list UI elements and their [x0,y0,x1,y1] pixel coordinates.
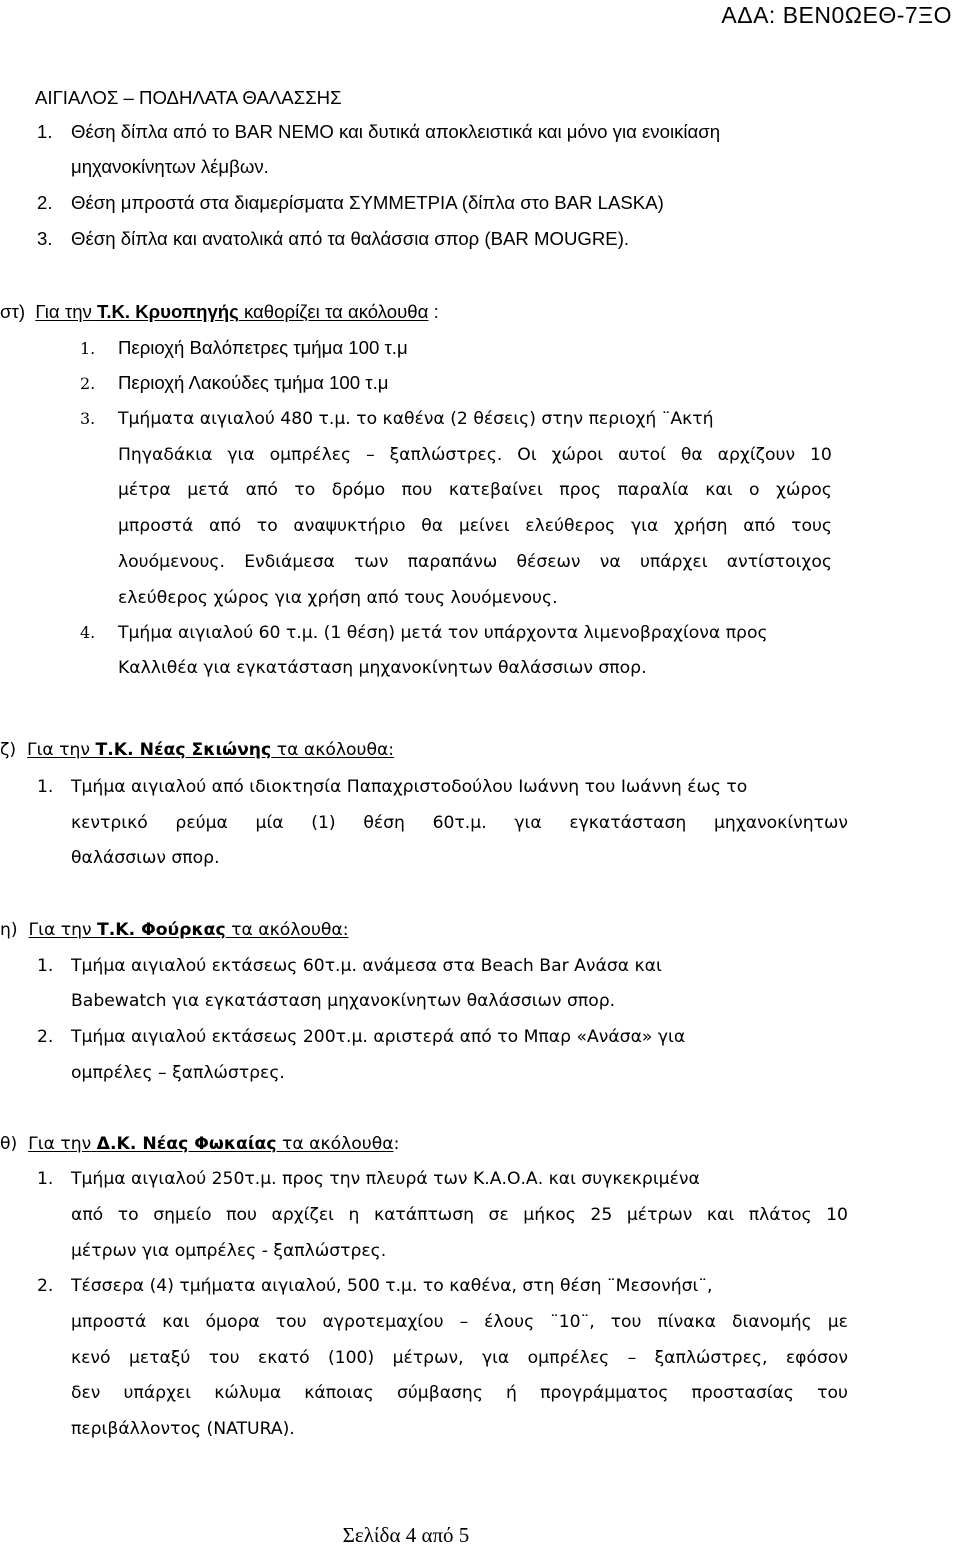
list-item: 1. Θέση δίπλα από το BAR NEMO και δυτικά αποκλειστικά και μόνο για ενοικίαση [37,121,721,142]
list-item-cont: μέτρων για ομπρέλες - ξαπλώστρες. [71,1241,387,1261]
list-item: 1. Τμήμα αιγιαλού από ιδιοκτησία Παπαχριστοδούλου Ιωάννη του Ιωάννη έως το [37,777,748,797]
list-item: 1. Τμήμα αιγιαλού εκτάσεως 60τ.μ. ανάμεσα στα Beach Bar Ανάσα και [37,956,662,976]
list-item: 3. Θέση δίπλα και ανατολικά από τα θαλάσσια σπορ (BAR MOUGRE). [37,228,630,249]
list-item-cont: κενό μεταξύ του εκατό (100) μέτρων, για ομπρέλες – ξαπλώστρες, εφόσον [71,1348,848,1368]
list-item: 2. Περιοχή Λακούδες τμήμα 100 τ.μ [80,372,389,393]
ada-code: ΑΔΑ: ΒΕΝ0ΩΕΘ-7ΞΟ [721,2,952,28]
section-heading-th: θ) Για την Δ.Κ. Νέας Φωκαίας τα ακόλουθα: [0,1134,400,1154]
list-item-cont: μπροστά από το αναψυκτήριο θα μείνει ελεύθερος για χρήση από τους [118,516,832,536]
list-item-cont: Babewatch για εγκατάσταση μηχανοκίνητων θαλάσσιων σπορ. [71,991,616,1011]
list-item: 1. Περιοχή Βαλόπετρες τμήμα 100 τ.μ [80,337,408,358]
section-heading-st: στ) Για την Τ.Κ. Κρυοπηγής καθορίζει τα ακόλουθα : [0,301,439,322]
list-item-cont: ελεύθερος χώρος για χρήση από τους λουόμενους. [118,588,558,608]
list-item-cont: Καλλιθέα για εγκατάσταση μηχανοκίνητων θαλάσσιων σπορ. [118,658,647,678]
list-item-cont: μπροστά και όμορα του αγροτεμαχίου – έλους ¨10¨, του πίνακα διανομής με [71,1312,848,1332]
section-title-aigialos: ΑΙΓΙΑΛΟΣ – ΠΟΔΗΛΑΤΑ ΘΑΛΑΣΣΗΣ [35,87,342,108]
section-heading-i: η) Για την Τ.Κ. Φούρκας τα ακόλουθα: [0,920,349,940]
list-item-cont: λουόμενους. Ενδιάμεσα των παραπάνω θέσεων να υπάρχει αντίστοιχος [118,552,832,572]
list-item-cont: δεν υπάρχει κώλυμα κάποιας σύμβασης ή προγράμματος προστασίας του [71,1383,848,1403]
list-item-cont: θαλάσσιων σπορ. [71,848,220,868]
list-item-cont: μέτρα μετά από το δρόμο που κατεβαίνει προς παραλία και ο χώρος [118,480,832,500]
list-item-cont: κεντρικό ρεύμα μία (1) θέση 60τ.μ. για εγκατάσταση μηχανοκίνητων [71,813,848,833]
list-item: 3. Τμήματα αιγιαλού 480 τ.μ. το καθένα (2 θέσεις) στην περιοχή ¨Ακτή [80,409,714,429]
list-item-cont: από το σημείο που αρχίζει η κατάπτωση σε μήκος 25 μέτρων και πλάτος 10 [71,1205,848,1225]
page-number: Σελίδα 4 από 5 [342,1523,470,1547]
list-item-cont: ομπρέλες – ξαπλώστρες. [71,1063,285,1083]
list-item: 4. Τμήμα αιγιαλού 60 τ.μ. (1 θέση) μετά τον υπάρχοντα λιμενοβραχίονα προς [80,623,768,643]
list-item: 2. Τμήμα αιγιαλού εκτάσεως 200τ.μ. αριστερά από το Μπαρ «Ανάσα» για [37,1027,686,1047]
list-item: 1. Τμήμα αιγιαλού 250τ.μ. προς την πλευρά των Κ.Α.Ο.Α. και συγκεκριμένα [37,1169,700,1189]
list-item-cont: περιβάλλοντος (NATURA). [71,1419,295,1439]
list-item: 2. Τέσσερα (4) τμήματα αιγιαλού, 500 τ.μ. το καθένα, στη θέση ¨Μεσονήσι¨, [37,1276,713,1296]
list-item-cont: μηχανοκίνητων λέμβων. [71,156,269,177]
list-item-cont: Πηγαδάκια για ομπρέλες – ξαπλώστρες. Οι χώροι αυτοί θα αρχίζουν 10 [118,445,832,465]
list-item: 2. Θέση μπροστά στα διαμερίσματα ΣΥΜΜΕΤΡΙΑ (δίπλα στο BAR LASKA) [37,192,664,213]
section-heading-z: ζ) Για την Τ.Κ. Νέας Σκιώνης τα ακόλουθα: [0,740,395,760]
